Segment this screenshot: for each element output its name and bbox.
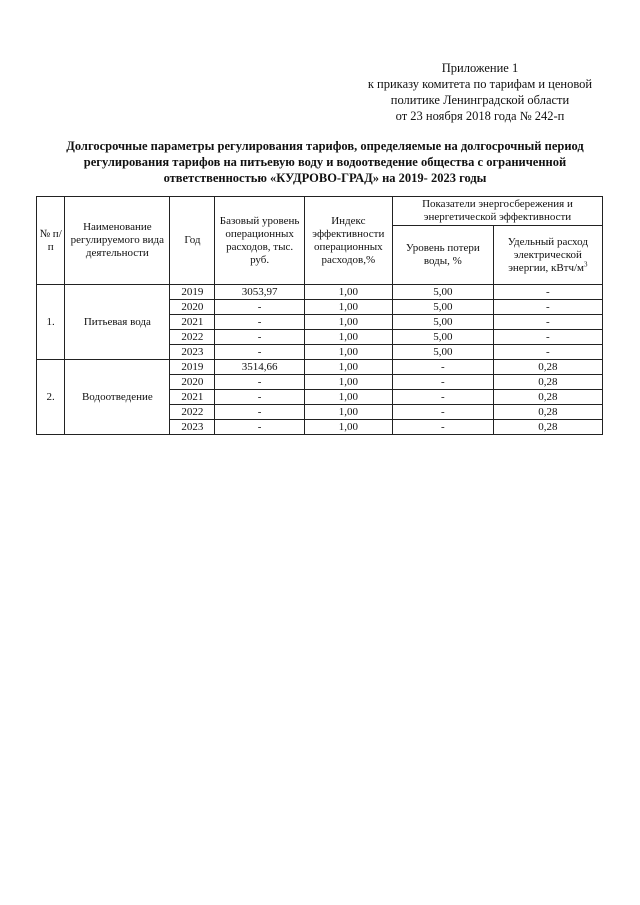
appendix-order-date: от 23 ноября 2018 года № 242-п — [395, 109, 565, 123]
header-year: Год — [170, 197, 215, 285]
efficiency-index-cell: 1,00 — [304, 405, 392, 420]
energy-consumption-cell: 0,28 — [493, 375, 602, 390]
efficiency-index-cell: 1,00 — [304, 375, 392, 390]
energy-consumption-cell: - — [493, 345, 602, 360]
row-num-cell: 1. — [37, 285, 65, 360]
base-level-cell: - — [215, 420, 304, 435]
year-cell: 2022 — [170, 330, 215, 345]
base-level-cell: - — [215, 390, 304, 405]
energy-consumption-cell: - — [493, 330, 602, 345]
base-level-cell: - — [215, 405, 304, 420]
efficiency-index-cell: 1,00 — [304, 390, 392, 405]
base-level-cell: 3514,66 — [215, 360, 304, 375]
appendix-label: Приложение 1 — [441, 61, 519, 75]
appendix-header — [350, 60, 610, 124]
efficiency-index-cell: 1,00 — [304, 330, 392, 345]
year-cell: 2019 — [170, 360, 215, 375]
table-row — [37, 285, 603, 300]
water-loss-cell: - — [392, 360, 493, 375]
header-energy-consumption — [493, 226, 602, 285]
efficiency-index-cell: 1,00 — [304, 420, 392, 435]
header-energy-consumption-text: Удельный расход электрической энергии, кВтч/м — [507, 235, 588, 274]
energy-consumption-cell: 0,28 — [493, 420, 602, 435]
appendix-order-ref: к приказу комитета по тарифам и ценовой — [367, 77, 593, 91]
title-line-2: регулирования тарифов на питьевую воду и водоотведение общества с ограниченной — [83, 155, 567, 169]
energy-consumption-cell: - — [493, 285, 602, 300]
appendix-order-ref-cont: политике Ленинградской области — [390, 93, 570, 107]
water-loss-cell: 5,00 — [392, 345, 493, 360]
base-level-cell: - — [215, 375, 304, 390]
year-cell: 2019 — [170, 285, 215, 300]
efficiency-index-cell: 1,00 — [304, 315, 392, 330]
energy-consumption-cell: - — [493, 300, 602, 315]
header-energy-consumption-sup: 3 — [584, 259, 588, 268]
table-body — [37, 285, 603, 435]
efficiency-index-cell: 1,00 — [304, 360, 392, 375]
parameters-table — [36, 196, 603, 435]
water-loss-cell: - — [392, 420, 493, 435]
water-loss-cell: 5,00 — [392, 330, 493, 345]
water-loss-cell: - — [392, 390, 493, 405]
energy-consumption-cell: 0,28 — [493, 390, 602, 405]
efficiency-index-cell: 1,00 — [304, 300, 392, 315]
header-energy-group: Показатели энергосбережения и энергетической эффективности — [392, 197, 602, 226]
base-level-cell: - — [215, 315, 304, 330]
title-line-3: ответственностью «КУДРОВО-ГРАД» на 2019- 2023 годы — [163, 171, 487, 185]
year-cell: 2022 — [170, 405, 215, 420]
energy-consumption-cell: - — [493, 315, 602, 330]
activity-name-cell: Водоотведение — [65, 360, 170, 435]
water-loss-cell: - — [392, 405, 493, 420]
header-activity: Наименование регулируемого вида деятельности — [65, 197, 170, 285]
water-loss-cell: - — [392, 375, 493, 390]
year-cell: 2023 — [170, 420, 215, 435]
activity-name-cell: Питьевая вода — [65, 285, 170, 360]
year-cell: 2023 — [170, 345, 215, 360]
header-water-loss: Уровень потери воды, % — [392, 226, 493, 285]
year-cell: 2020 — [170, 300, 215, 315]
year-cell: 2021 — [170, 390, 215, 405]
year-cell: 2020 — [170, 375, 215, 390]
year-cell: 2021 — [170, 315, 215, 330]
water-loss-cell: 5,00 — [392, 300, 493, 315]
water-loss-cell: 5,00 — [392, 285, 493, 300]
base-level-cell: 3053,97 — [215, 285, 304, 300]
header-efficiency-index: Индекс эффективности операционных расходов,% — [304, 197, 392, 285]
efficiency-index-cell: 1,00 — [304, 285, 392, 300]
base-level-cell: - — [215, 300, 304, 315]
efficiency-index-cell: 1,00 — [304, 345, 392, 360]
water-loss-cell: 5,00 — [392, 315, 493, 330]
header-num: № п/п — [37, 197, 65, 285]
document-title — [40, 138, 610, 186]
header-base-level: Базовый уровень операционных расходов, тыс. руб. — [215, 197, 304, 285]
energy-consumption-cell: 0,28 — [493, 405, 602, 420]
table-row — [37, 360, 603, 375]
base-level-cell: - — [215, 345, 304, 360]
title-line-1: Долгосрочные параметры регулирования тарифов, определяемые на долгосрочный период — [66, 139, 584, 153]
row-num-cell: 2. — [37, 360, 65, 435]
energy-consumption-cell: 0,28 — [493, 360, 602, 375]
base-level-cell: - — [215, 330, 304, 345]
